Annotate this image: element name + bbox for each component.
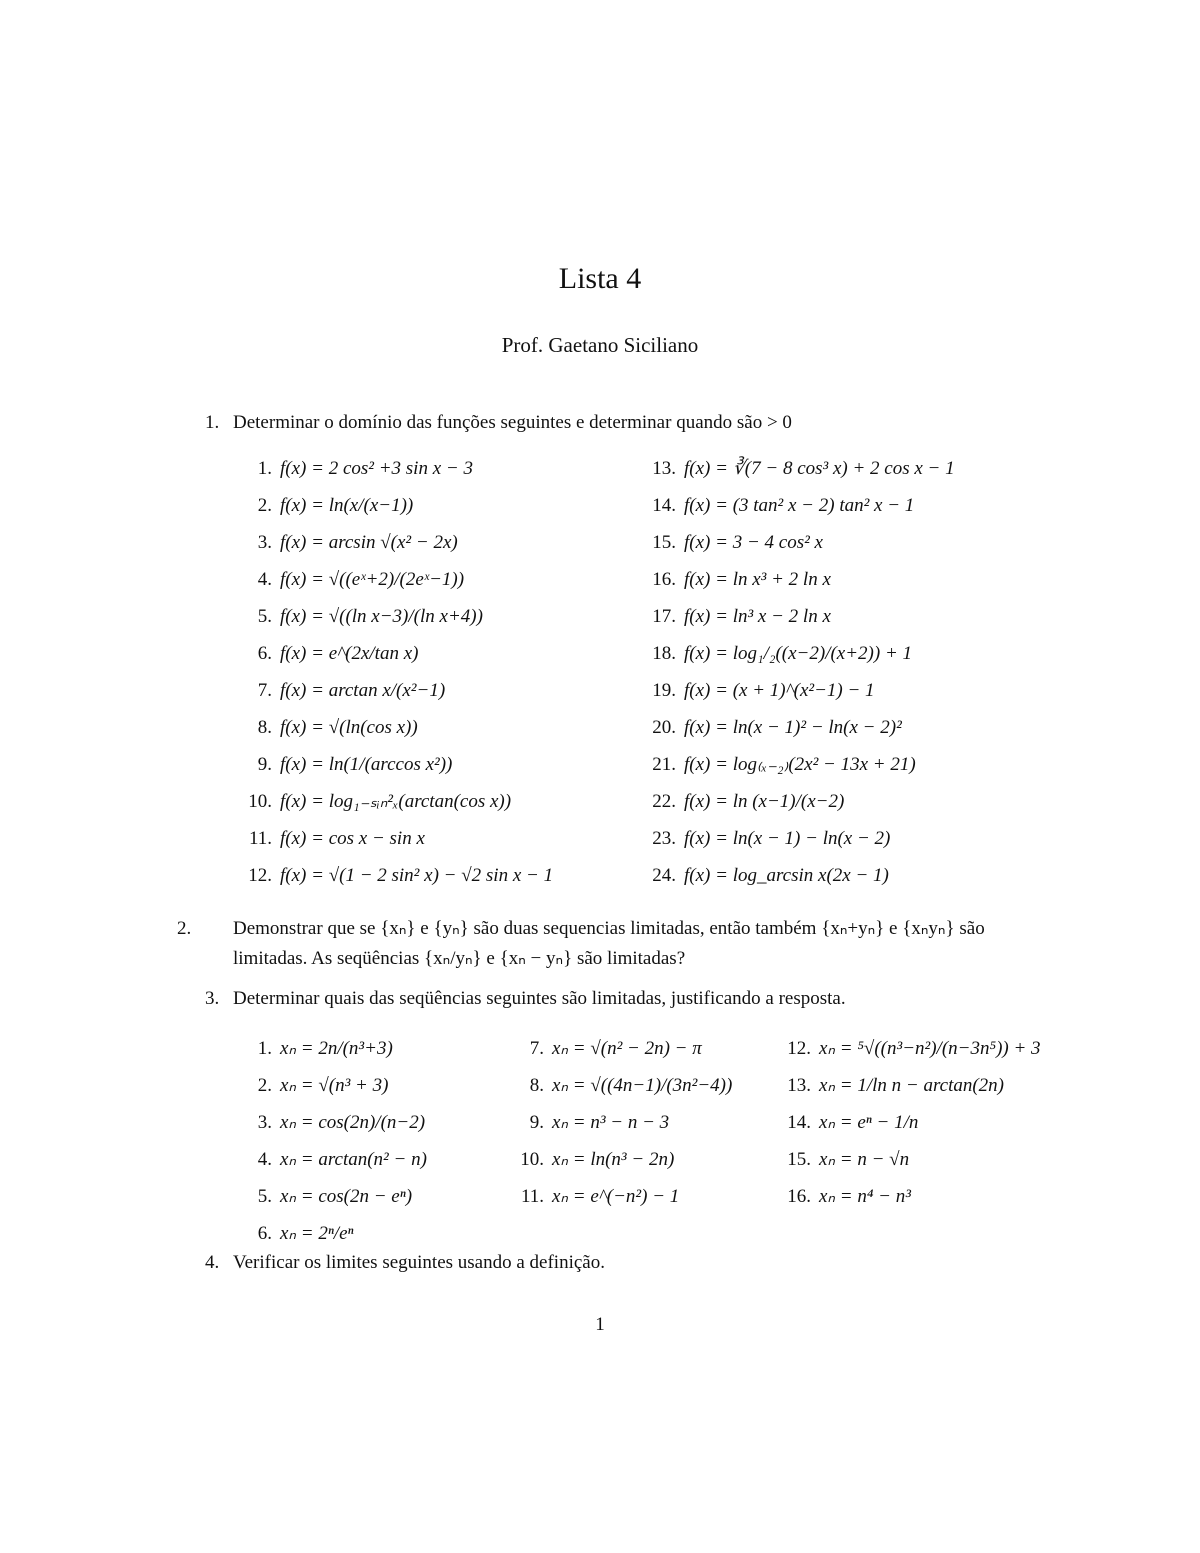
list-item: 10. f(x) = log₁₋ₛᵢₙ²ₓ(arctan(cos x)) xyxy=(248,791,512,812)
list-item: 12. xₙ = ⁵√((n³−n²)/(n−3n⁵)) + 3 xyxy=(787,1038,1041,1059)
functions-grid xyxy=(240,450,1040,900)
list-item: 16. xₙ = n⁴ − n³ xyxy=(787,1186,911,1207)
list-item: 16. f(x) = ln x³ + 2 ln x xyxy=(652,569,831,590)
section-1 xyxy=(205,408,1035,438)
list-item: 2. f(x) = ln(x/(x−1)) xyxy=(257,495,414,516)
list-item: 11. f(x) = cos x − sin x xyxy=(248,828,425,849)
list-item: 9. xₙ = n³ − n − 3 xyxy=(529,1112,670,1133)
list-item: 5. f(x) = √((ln x−3)/(ln x+4)) xyxy=(257,606,483,627)
list-item: 7. xₙ = √(n² − 2n) − π xyxy=(529,1038,702,1059)
list-item: 12. f(x) = √(1 − 2 sin² x) − √2 sin x − 1 xyxy=(248,865,554,886)
list-item: 22. f(x) = ln (x−1)/(x−2) xyxy=(652,791,845,812)
list-item: 11. xₙ = e^(−n²) − 1 xyxy=(520,1186,680,1207)
section-number: 4. xyxy=(205,1252,220,1273)
list-item: 13. f(x) = ∛(7 − 8 cos³ x) + 2 cos x − 1 xyxy=(652,458,955,479)
list-item: 23. f(x) = ln(x − 1) − ln(x − 2) xyxy=(652,828,891,849)
list-item: 15. xₙ = n − √n xyxy=(787,1149,910,1170)
list-item: 20. f(x) = ln(x − 1)² − ln(x − 2)² xyxy=(652,717,902,738)
sequences-column-2 xyxy=(508,1030,732,1215)
section-text: Determinar o domínio das funções seguintes e determinar quando são > 0 xyxy=(233,412,792,433)
list-item: 17. f(x) = ln³ x − 2 ln x xyxy=(652,606,831,627)
list-item: 13. xₙ = 1/ln n − arctan(2n) xyxy=(787,1075,1005,1096)
list-item: 18. f(x) = log₁/₂((x−2)/(x+2)) + 1 xyxy=(652,643,913,664)
section-text: Determinar quais das seqüências seguintes são limitadas, justificando a resposta. xyxy=(233,988,846,1009)
section-number: 1. xyxy=(205,412,220,433)
list-item: 24. f(x) = log_arcsin x(2x − 1) xyxy=(652,865,889,886)
sequences-column-1 xyxy=(240,1030,427,1252)
sequences-column-3 xyxy=(775,1030,1041,1215)
list-item: 3. xₙ = cos(2n)/(n−2) xyxy=(257,1112,426,1133)
list-item: 15. f(x) = 3 − 4 cos² x xyxy=(652,532,823,553)
section-4 xyxy=(205,1248,1035,1278)
list-item: 2. xₙ = √(n³ + 3) xyxy=(257,1075,389,1096)
list-item: 21. f(x) = log₍ₓ₋₂₎(2x² − 13x + 21) xyxy=(652,754,916,775)
list-item: 10. xₙ = ln(n³ − 2n) xyxy=(520,1149,675,1170)
page-number: 1 xyxy=(595,1314,605,1335)
sequences-grid xyxy=(240,1030,1040,1260)
list-item: 6. xₙ = 2ⁿ/eⁿ xyxy=(257,1223,354,1244)
section-number: 2. xyxy=(177,918,192,939)
list-item: 8. xₙ = √((4n−1)/(3n²−4)) xyxy=(529,1075,733,1096)
list-item: 7. f(x) = arctan x/(x²−1) xyxy=(257,680,446,701)
author-line: Prof. Gaetano Siciliano xyxy=(501,333,699,357)
functions-column-left xyxy=(240,450,553,894)
list-item: 14. xₙ = eⁿ − 1/n xyxy=(787,1112,919,1133)
list-item: 6. f(x) = e^(2x/tan x) xyxy=(257,643,419,664)
list-item: 19. f(x) = (x + 1)^(x²−1) − 1 xyxy=(652,680,875,701)
section-number: 3. xyxy=(205,988,220,1009)
list-item: 1. xₙ = 2n/(n³+3) xyxy=(257,1038,393,1059)
list-item: 8. f(x) = √(ln(cos x)) xyxy=(257,717,418,738)
section-3 xyxy=(205,984,1035,1014)
list-item: 4. xₙ = arctan(n² − n) xyxy=(257,1149,427,1170)
section-text: Verificar os limites seguintes usando a definição. xyxy=(233,1252,605,1273)
list-item: 3. f(x) = arcsin √(x² − 2x) xyxy=(257,532,458,553)
page-title: Lista 4 xyxy=(558,262,642,295)
section-text: Demonstrar que se {xₙ} e {yₙ} são duas sequencias limitadas, então também {xₙ+yₙ} e {xₙyₙ} são limitadas. As seqüências {xₙ/yₙ} e {xₙ − yₙ} são limitadas? xyxy=(233,918,985,969)
list-item: 9. f(x) = ln(1/(arccos x²)) xyxy=(257,754,453,775)
list-item: 5. xₙ = cos(2n − eⁿ) xyxy=(257,1186,413,1207)
list-item: 1. f(x) = 2 cos² +3 sin x − 3 xyxy=(257,458,473,479)
section-2 xyxy=(177,914,1035,974)
list-item: 14. f(x) = (3 tan² x − 2) tan² x − 1 xyxy=(652,495,915,516)
list-item: 4. f(x) = √((eˣ+2)/(2eˣ−1)) xyxy=(257,569,465,590)
functions-column-right xyxy=(640,450,955,894)
